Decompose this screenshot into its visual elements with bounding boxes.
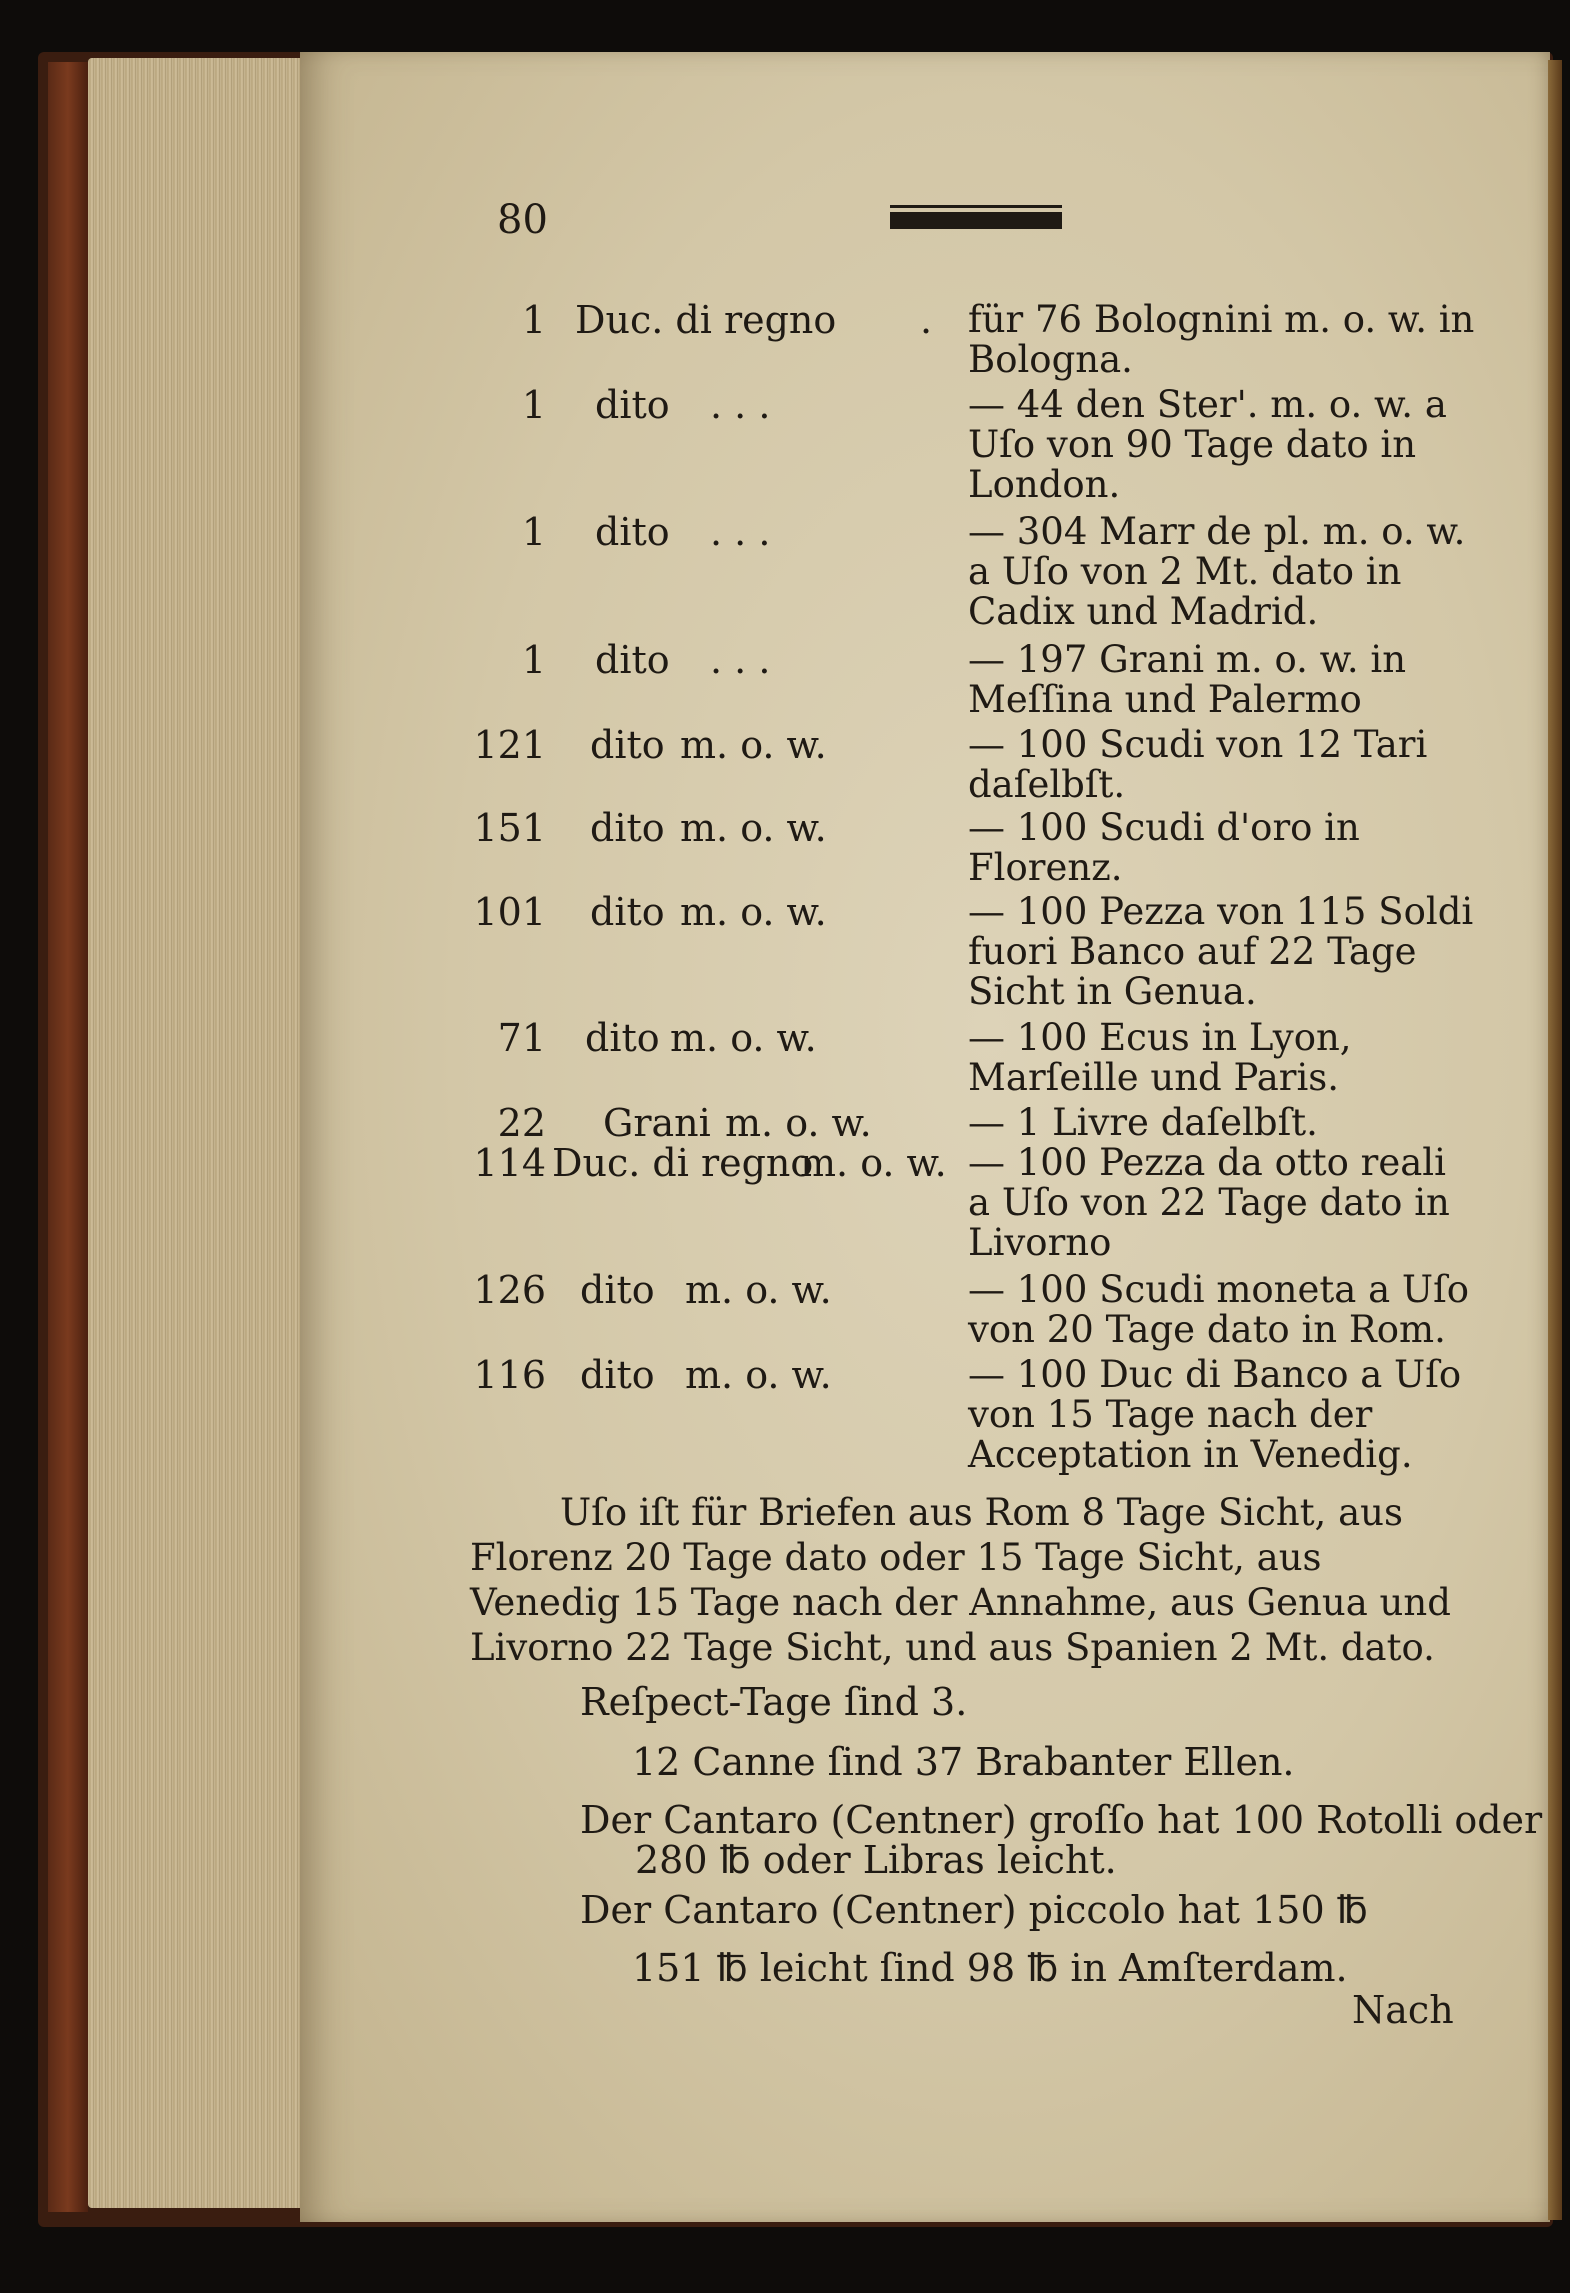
row-count: 121 [473,723,546,767]
row-unit: dito [595,510,670,554]
row-description: — 197 Grani m. o. w. in Meſſina und Palermo [968,638,1407,721]
row-unit: Duc. di regno [552,1141,814,1185]
book-spine [48,62,88,2212]
row-description: — 44 den Ster'. m. o. w. a Uſo von 90 Tage dato in London. [968,383,1447,506]
text-line: Der Cantaro (Centner) groſſo hat 100 Rotolli oder [580,1798,1543,1842]
row-unit: dito [590,890,665,934]
text-line: 280 ℔ oder Libras leicht. [635,1838,1117,1882]
row-dots: . . . [710,510,771,554]
page-number: 80 [497,197,548,243]
text-line: 151 ℔ leicht ſind 98 ℔ in Amſterdam. [632,1946,1348,1990]
row-unit: dito [580,1268,655,1312]
page-right-edge [1548,60,1562,2220]
row-description: — 100 Scudi moneta a Uſo von 20 Tage dato in Rom. [968,1268,1470,1351]
row-unit: dito [590,806,665,850]
text-line: 12 Canne ſind 37 Brabanter Ellen. [632,1740,1295,1784]
row-unit: dito [585,1016,660,1060]
row-description: — 100 Duc di Banco a Uſo von 15 Tage nach der Acceptation in Venedig. [968,1353,1462,1476]
text-line: Der Cantaro (Centner) piccolo hat 150 ℔ [580,1888,1368,1932]
uso-paragraph: Uſo iſt für Briefen aus Rom 8 Tage Sicht, aus Florenz 20 Tage dato oder 15 Tage Sicht, aus Venedig 15 Tage nach der Annahme, aus Genua und Livorno 22 Tage Sicht, und aus Spanien 2 Mt. dato. [470,1491,1451,1669]
row-modifier: m. o. w. [680,890,827,934]
row-unit: dito [590,723,665,767]
row-description: — 100 Pezza von 115 Soldi fuori Banco auf 22 Tage Sicht in Genua. [968,890,1474,1013]
row-dot: . [920,298,933,342]
row-dots: . . . [710,383,771,427]
row-count: 1 [521,638,546,682]
header-rule [890,212,1062,229]
row-unit: dito [595,383,670,427]
row-count: 101 [473,890,546,934]
row-description: für 76 Bolognini m. o. w. in Bologna. [968,298,1475,381]
catchword: Nach [1352,1988,1454,2032]
row-modifier: m. o. w. [680,806,827,850]
row-count: 116 [473,1353,546,1397]
row-modifier: m. o. w. [670,1016,817,1060]
row-modifier: m. o. w. [685,1268,832,1312]
page-edges [88,58,308,2208]
row-count: 151 [473,806,546,850]
text-line: Reſpect-Tage ſind 3. [580,1680,968,1724]
row-unit: Duc. di regno [575,298,837,342]
row-unit: dito [580,1353,655,1397]
row-modifier: m. o. w. [800,1141,947,1185]
row-description: — 304 Marr de pl. m. o. w. a Uſo von 2 Mt. dato in Cadix und Madrid. [968,510,1466,633]
row-description: — 100 Pezza da otto reali a Uſo von 22 Tage dato in Livorno [968,1141,1450,1264]
row-dots: . . . [710,638,771,682]
row-count: 1 [521,298,546,342]
row-description: — 100 Scudi von 12 Tari daſelbſt. [968,723,1428,806]
row-count: 1 [521,510,546,554]
row-count: 126 [473,1268,546,1312]
row-count: 22 [497,1101,546,1145]
row-modifier: m. o. w. [680,723,827,767]
row-modifier: m. o. w. [725,1101,872,1145]
row-description: — 1 Livre daſelbſt. [968,1101,1318,1144]
row-modifier: m. o. w. [685,1353,832,1397]
row-description: — 100 Scudi d'oro in Florenz. [968,806,1360,889]
row-count: 114 [473,1141,546,1185]
row-unit: Grani [603,1101,711,1145]
row-unit: dito [595,638,670,682]
row-count: 71 [497,1016,546,1060]
row-count: 1 [521,383,546,427]
row-description: — 100 Ecus in Lyon, Marſeille und Paris. [968,1016,1352,1099]
